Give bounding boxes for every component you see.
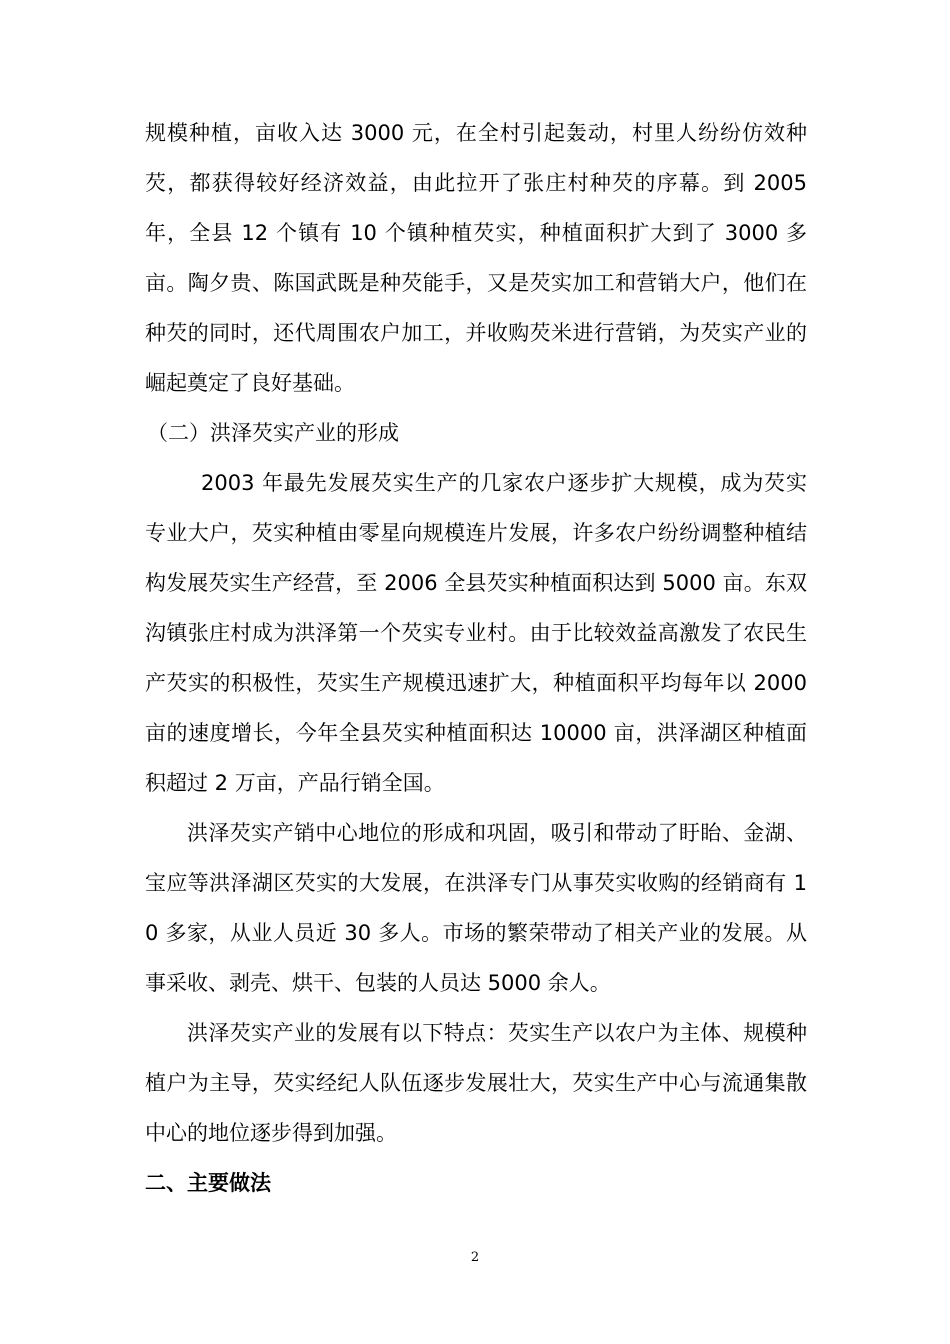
paragraph-market-center: 洪泽芡实产销中心地位的形成和巩固，吸引和带动了盱眙、金湖、宝应等洪泽湖区芡实的大发展，在洪泽专门从事芡实收购的经销商有 10 多家，从业人员近 30 多人。市场的繁荣带动了相关产业的发展。从事采收、剥壳、烘干、包装的人员达 5000 余人。 — [145, 821, 807, 995]
paragraph-continued: 规模种植，亩收入达 3000 元，在全村引起轰动，村里人纷纷仿效种芡，都获得较好经济效益，由此拉开了张庄村种芡的序幕。到 2005 年，全县 12 个镇有 10 个镇种植芡实，种植面积扩大到了 3000 多亩。陶夕贵、陈国武既是种芡能手，又是芡实加工和营销大户，他们在种芡的同时，还代周围农户加工，并收购芡米进行营销，为芡实产业的崛起奠定了良好基础。 — [145, 121, 807, 395]
paragraph-characteristics: 洪泽芡实产业的发展有以下特点：芡实生产以农户为主体、规模种植户为主导，芡实经纪人队伍逐步发展壮大，芡实生产中心与流通集散中心的地位逐步得到加强。 — [145, 1021, 807, 1145]
page-number: 2 — [470, 1250, 480, 1265]
section-heading: 二、主要做法 — [145, 1171, 271, 1195]
paragraph-industry-formation: 2003 年最先发展芡实生产的几家农户逐步扩大规模，成为芡实专业大户，芡实种植由零星向规模连片发展，许多农户纷纷调整种植结构发展芡实生产经营，至 2006 全县芡实种植面积达到 5000 亩。东双沟镇张庄村成为洪泽第一个芡实专业村。由于比较效益高激发了农民生产芡实的积极性，芡实生产规模迅速扩大，种植面积平均每年以 2000 亩的速度增长，今年全县芡实种植面积达 10000 亩，洪泽湖区种植面积超过 2 万亩，产品行销全国。 — [145, 471, 807, 795]
section-subheading: （二）洪泽芡实产业的形成 — [147, 421, 399, 445]
document-body — [145, 108, 807, 1208]
